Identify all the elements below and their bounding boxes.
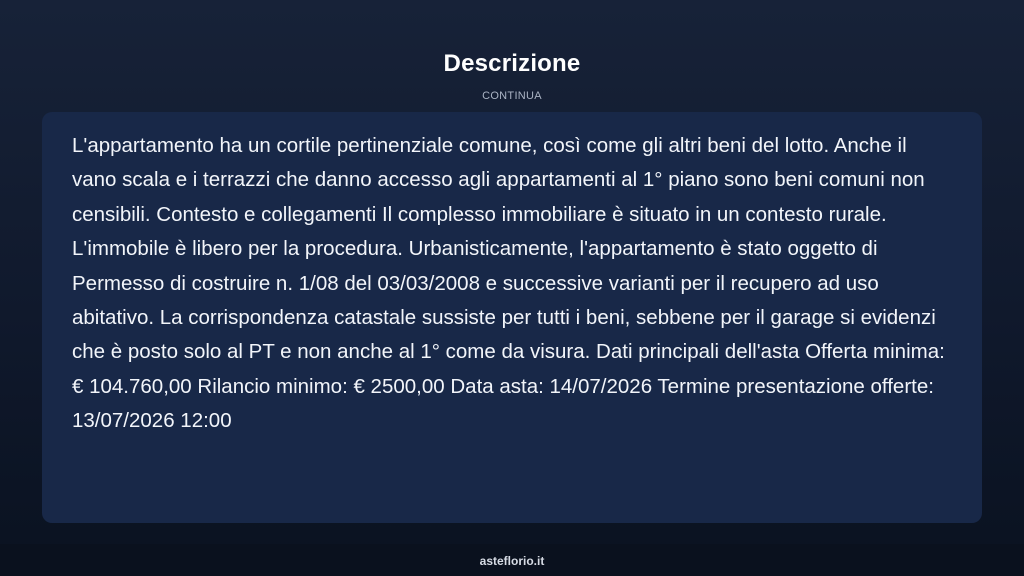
description-card [42, 112, 982, 523]
continue-link[interactable]: CONTINUA [482, 90, 542, 102]
page-title: Descrizione [443, 50, 581, 77]
footer-site-label: asteflorio.it [479, 554, 545, 568]
description-text: L'appartamento ha un cortile pertinenziale comune, così come gli altri beni del lotto. Anche il vano scala e i terrazzi che danno accesso agli appartamenti al 1° piano sono beni comuni non censibili. Contesto e collegamenti Il complesso immobiliare è situato in un contesto rurale. L'immobile è libero per la procedura. Urbanisticamente, l'appartamento è stato oggetto di Permesso di costruire n. 1/08 del 03/03/2008 e successive varianti per il recupero ad uso abitativo. La corrispondenza catastale sussiste per tutti i beni, sebbene per il garage si evidenzi che è posto solo al PT e non anche al 1° come da visura. Dati principali dell'asta Offerta minima: € 104.760,00 Rilancio minimo: € 2500,00 Data asta: 14/07/2026 Termine presentazione offerte: 13/07/2026 12:00 [72, 134, 945, 433]
footer [0, 544, 1024, 576]
